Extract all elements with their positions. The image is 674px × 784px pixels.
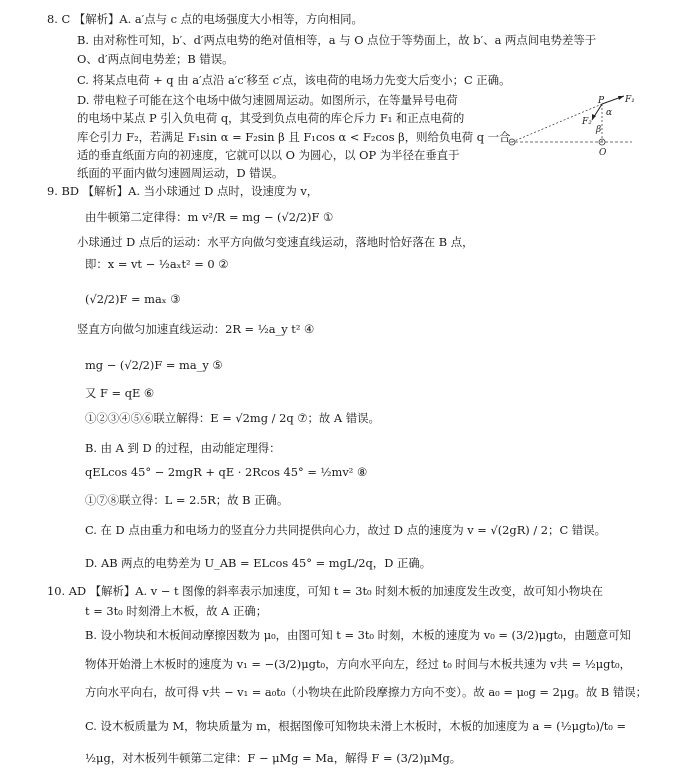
label-p: P xyxy=(598,96,605,106)
label-o: O xyxy=(599,148,607,158)
q9-option-c: C. 在 D 点由重力和电场力的竖直分力共同提供向心力，故过 D 点的速度为 v = √(2gR) / 2；C 错误。 xyxy=(85,523,606,537)
q10-option-b-line1: B. 设小物块和木板间动摩擦因数为 μ₀，由图可知 t = 3t₀ 时刻，木板的速度为 v₀ = (3/2)μgt₀，由题意可知 xyxy=(85,628,631,642)
q8-option-c: C. 将某点电荷 + q 由 a′点沿 a′c′移至 c′点，该电荷的电场力先变大后变小；C 正确。 xyxy=(77,73,511,87)
q10-option-c-line2: ½μg，对木板列牛顿第二定律：F − μMg = Ma，解得 F = (3/2)μMg。 xyxy=(85,751,462,765)
q9-eq1: 由牛顿第二定律得：m v²/R = mg − (√2/2)F ① xyxy=(85,210,334,224)
q10-option-b-line2: 物体开始滑上木板时的速度为 v₁ = −(3/2)μgt₀，方向水平向左，经过 t₀ 时间与木板共速为 v共 = ½μgt₀， xyxy=(85,657,632,671)
q8-option-d-line2: 的电场中某点 P 引入负电荷 q，其受到负点电荷的库仑斥力 F₁ 和正点电荷的 xyxy=(77,111,465,125)
q10-option-b-line3: 方向水平向右，故可得 v共 − v₁ = a₀t₀（小物块在此阶段摩擦力方向不变）。故 a₀ = μ₀g = 2μg。故 B 错误； xyxy=(85,685,648,699)
q9-eq6: 又 F = qE ⑥ xyxy=(85,386,155,400)
q9-line11: ①⑦⑧联立得：L = 2.5R；故 B 正确。 xyxy=(85,493,289,507)
q9-line2: 小球通过 D 点后的运动：水平方向做匀变速直线运动，落地时恰好落在 B 点， xyxy=(77,235,474,249)
label-alpha: α xyxy=(606,108,613,118)
q8-option-d-line4: 适的垂直纸面方向的初速度，它就可以以 O 为圆心，以 OP 为半径在垂直于 xyxy=(77,148,460,162)
q9-eq5: mg − (√2/2)F = ma_y ⑤ xyxy=(85,358,223,372)
q9-heading: 9. BD 【解析】A. 当小球通过 D 点时，设速度为 v， xyxy=(47,184,319,198)
q8-heading: 8. C 【解析】A. a′点与 c 点的电场强度大小相等，方向相同。 xyxy=(47,12,363,26)
charge-force-diagram xyxy=(492,92,642,162)
q8-option-d-line3: 库仑引力 F₂，若满足 F₁sin α = F₂sin β 且 F₁cos α < F₂cos β，则给负电荷 q 一合 xyxy=(77,130,511,144)
q9-eq4: 竖直方向做匀加速直线运动：2R = ½a_y t² ④ xyxy=(77,322,315,336)
q8-option-b-line2: O、d′两点间电势差；B 错误。 xyxy=(77,52,234,66)
q9-eq2: 即：x = vt − ½aₓt² = 0 ② xyxy=(85,257,229,271)
q10-heading: 10. AD 【解析】A. v − t 图像的斜率表示加速度，可知 t = 3t₀ 时刻木板的加速度发生改变，故可知小物块在 xyxy=(47,584,604,598)
label-beta: β xyxy=(596,125,602,135)
q9-eq7: ①②③④⑤⑥联立解得：E = √2mg / 2q ⑦；故 A 错误。 xyxy=(85,411,380,425)
q10-option-c-line1: C. 设木板质量为 M，物块质量为 m，根据图像可知物块未滑上木板时，木板的加速度为 a = (½μgt₀)/t₀ = xyxy=(85,719,627,733)
label-f1: F₁ xyxy=(625,95,635,105)
q9-option-b: B. 由 A 到 D 的过程，由动能定理得： xyxy=(85,441,281,455)
q8-option-d-line1: D. 带电粒子可能在这个电场中做匀速圆周运动。如图所示，在等量异号电荷 xyxy=(77,93,458,107)
q8-option-b-line1: B. 由对称性可知，b′、d′两点电势的绝对值相等，a 与 O 点位于等势面上，故 b′、a 两点间电势差等于 xyxy=(77,33,597,47)
label-f2: F₂ xyxy=(582,117,592,127)
q9-eq8: qELcos 45° − 2mgR + qE · 2Rcos 45° = ½mv² ⑧ xyxy=(85,465,368,479)
q9-option-d: D. AB 两点的电势差为 U_AB = ELcos 45° = mgL/2q，D 正确。 xyxy=(85,556,432,570)
q9-eq3: (√2/2)F = maₓ ③ xyxy=(85,292,181,306)
q8-option-d-line5: 纸面的平面内做匀速圆周运动，D 错误。 xyxy=(77,166,284,180)
f1-arrowhead xyxy=(618,96,624,100)
q10-line1: t = 3t₀ 时刻滑上木板，故 A 正确； xyxy=(85,604,268,618)
